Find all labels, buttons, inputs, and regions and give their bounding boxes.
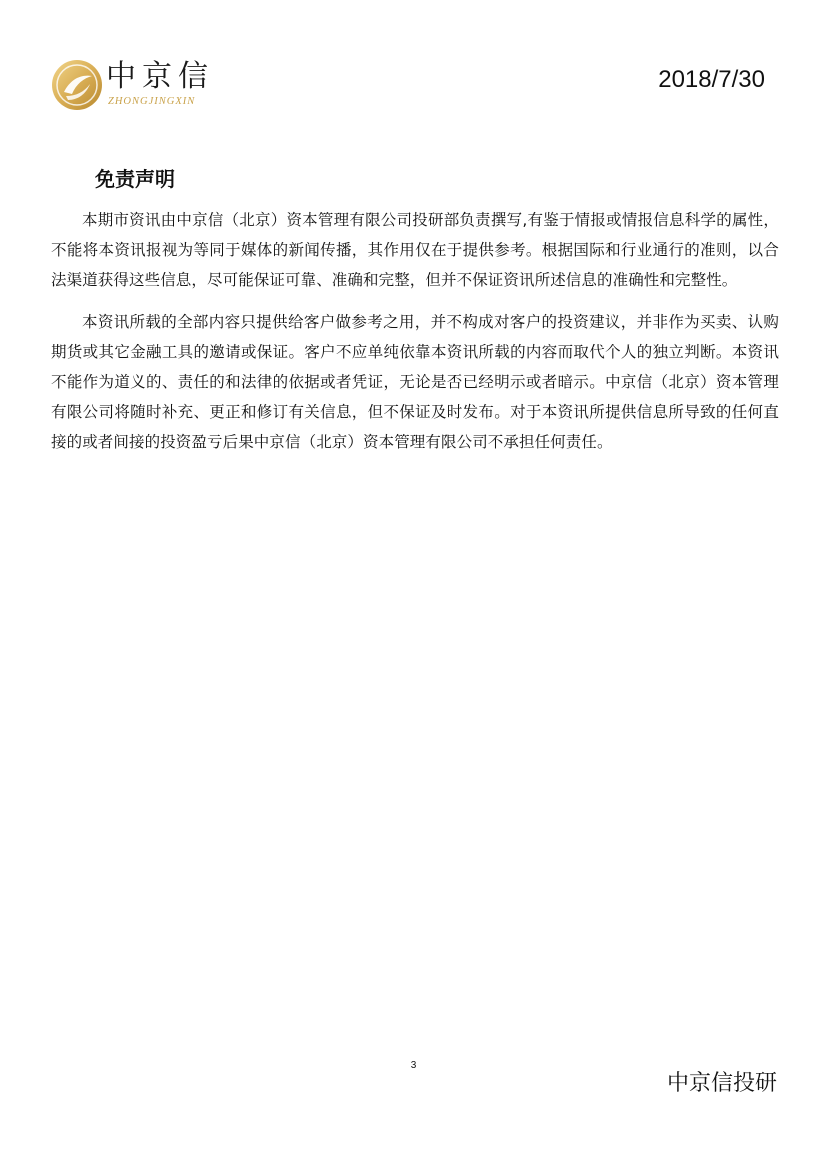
page-number: 3 bbox=[410, 1060, 417, 1071]
logo-chinese-text: 中京信 bbox=[106, 59, 214, 94]
zhongjingxin-logo-icon bbox=[50, 58, 104, 112]
page-header bbox=[0, 0, 827, 130]
disclaimer-paragraph: 本资讯所载的全部内容只提供给客户做参考之用，并不构成对客户的投资建议，并非作为买卖、认购期货或其它金融工具的邀请或保证。客户不应单纯依靠本资讯所载的内容而取代个人的独立判断。本资讯不能作为道义的、责任的和法律的依据或者凭证，无论是否已经明示或者暗示。中京信（北京）资本管理有限公司将随时补充、更正和修订有关信息，但不保证及时发布。对于本资讯所提供信息所导致的任何直接的或者间接的投资盈亏后果中京信（北京）资本管理有限公司不承担任何责任。 bbox=[51, 313, 779, 451]
company-logo bbox=[50, 56, 240, 116]
logo-english-text: ZHONGJINGXIN bbox=[108, 96, 196, 107]
disclaimer-title: 免责声明 bbox=[95, 167, 175, 191]
footer-brand: 中京信投研 bbox=[666, 1071, 777, 1096]
report-date: 2018/7/30 bbox=[658, 66, 765, 93]
disclaimer-body bbox=[51, 205, 779, 469]
disclaimer-paragraph: 本期市资讯由中京信（北京）资本管理有限公司投研部负责撰写,有鉴于情报或情报信息科学的属性，不能将本资讯报视为等同于媒体的新闻传播，其作用仅在于提供参考。根据国际和行业通行的准则，以合法渠道获得这些信息，尽可能保证可靠、准确和完整，但并不保证资讯所述信息的准确性和完整性。 bbox=[51, 211, 779, 289]
